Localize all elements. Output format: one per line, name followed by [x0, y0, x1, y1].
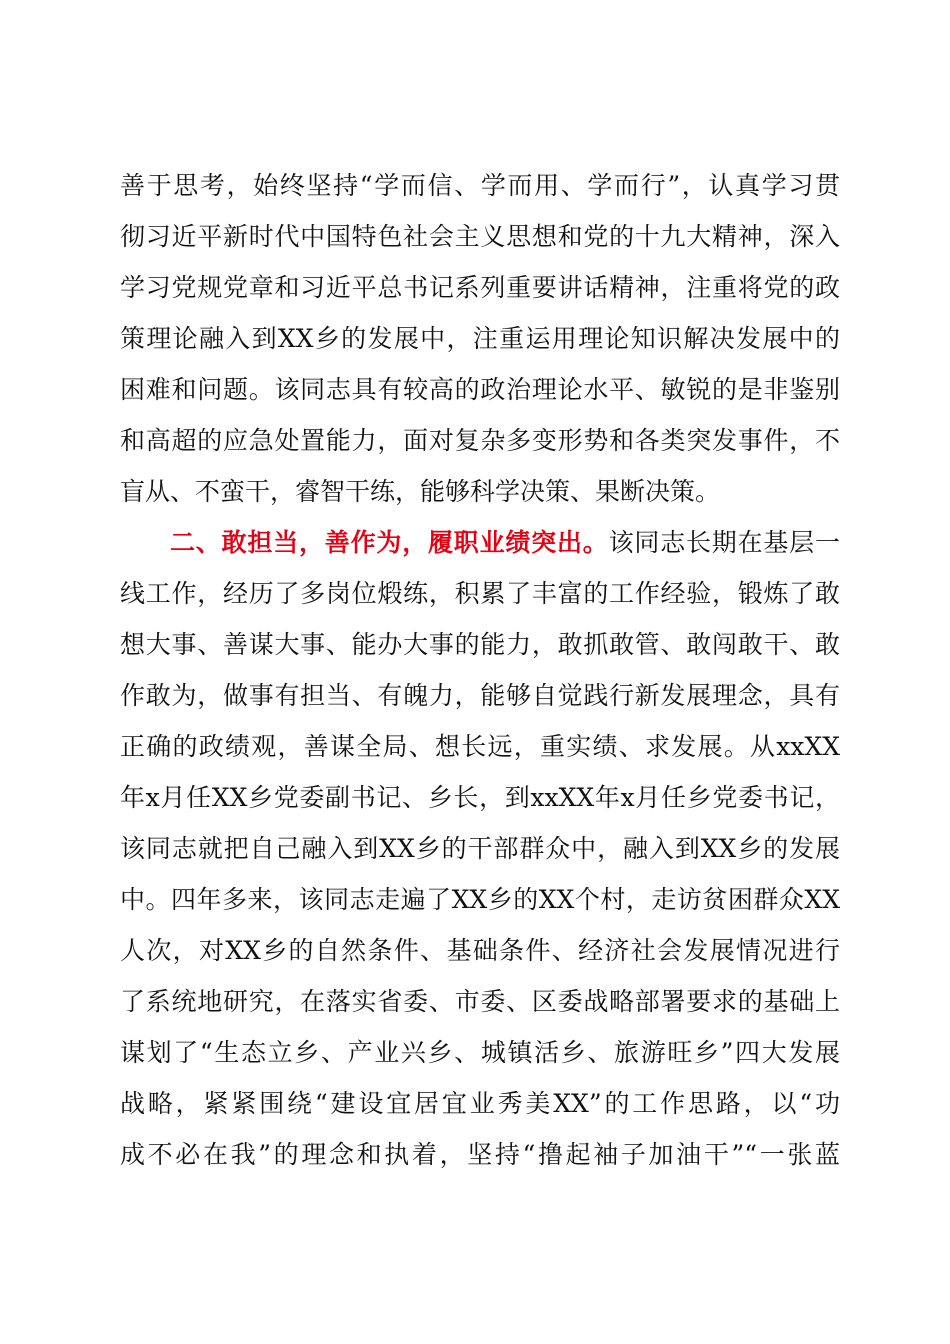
- paragraph-2-line-5: 正确的政绩观，善谋全局、想长远，重实绩、求发展。从xxXX: [120, 732, 840, 761]
- paragraph-2-line-10: 了系统地研究，在落实省委、市委、区委战略部署要求的基础上: [120, 987, 840, 1016]
- paragraph-2-line-13: 成不必在我”的理念和执着，坚持“撸起袖子加油干”“一张蓝: [120, 1140, 840, 1169]
- paragraph-2-first-line-text: 该同志长期在基层一: [608, 528, 840, 557]
- paragraph-2-line-2: 线工作，经历了多岗位煅练，积累了丰富的工作经验，锻炼了敢: [120, 579, 840, 608]
- paragraph-2-line-3: 想大事、善谋大事、能办大事的能力，敢抓敢管、敢闯敢干、敢: [120, 630, 840, 659]
- paragraph-2-line-12: 战略，紧紧围绕“建设宜居宜业秀美XX”的工作思路，以“功: [120, 1089, 840, 1118]
- paragraph-1-line-4: 策理论融入到XX乡的发展中，注重运用理论知识解决发展中的: [120, 324, 840, 353]
- paragraph-2-line-11: 谋划了“生态立乡、产业兴乡、城镇活乡、旅游旺乡”四大发展: [120, 1038, 840, 1067]
- paragraph-2-line-9: 人次，对XX乡的自然条件、基础条件、经济社会发展情况进行: [120, 936, 840, 965]
- paragraph-1-line-3: 学习党规党章和习近平总书记系列重要讲话精神，注重将党的政: [120, 273, 840, 302]
- paragraph-1-line-6: 和高超的应急处置能力，面对复杂多变形势和各类突发事件，不: [120, 426, 840, 455]
- paragraph-1-line-7: 盲从、不蛮干，睿智干练，能够科学决策、果断决策。: [120, 477, 721, 506]
- section-heading: 二、敢担当，善作为，履职业绩突出。: [170, 528, 609, 557]
- paragraph-2-line-8: 中。四年多来，该同志走遍了XX乡的XX个村，走访贫困群众XX: [120, 885, 840, 914]
- paragraph-1-line-2: 彻习近平新时代中国特色社会主义思想和党的十九大精神，深入: [120, 222, 840, 251]
- paragraph-2-line-1: [170, 520, 840, 566]
- paragraph-2-line-6: 年x月任XX乡党委副书记、乡长，到xxXX年x月任乡党委书记，: [120, 783, 840, 812]
- paragraph-2-line-4: 作敢为，做事有担当、有魄力，能够自觉践行新发展理念，具有: [120, 681, 840, 710]
- paragraph-1-line-5: 困难和问题。该同志具有较高的政治理论水平、敏锐的是非鉴别: [120, 375, 840, 404]
- paragraph-2-line-7: 该同志就把自己融入到XX乡的干部群众中，融入到XX乡的发展: [120, 834, 840, 863]
- paragraph-1-line-1: 善于思考，始终坚持“学而信、学而用、学而行”，认真学习贯: [120, 171, 840, 200]
